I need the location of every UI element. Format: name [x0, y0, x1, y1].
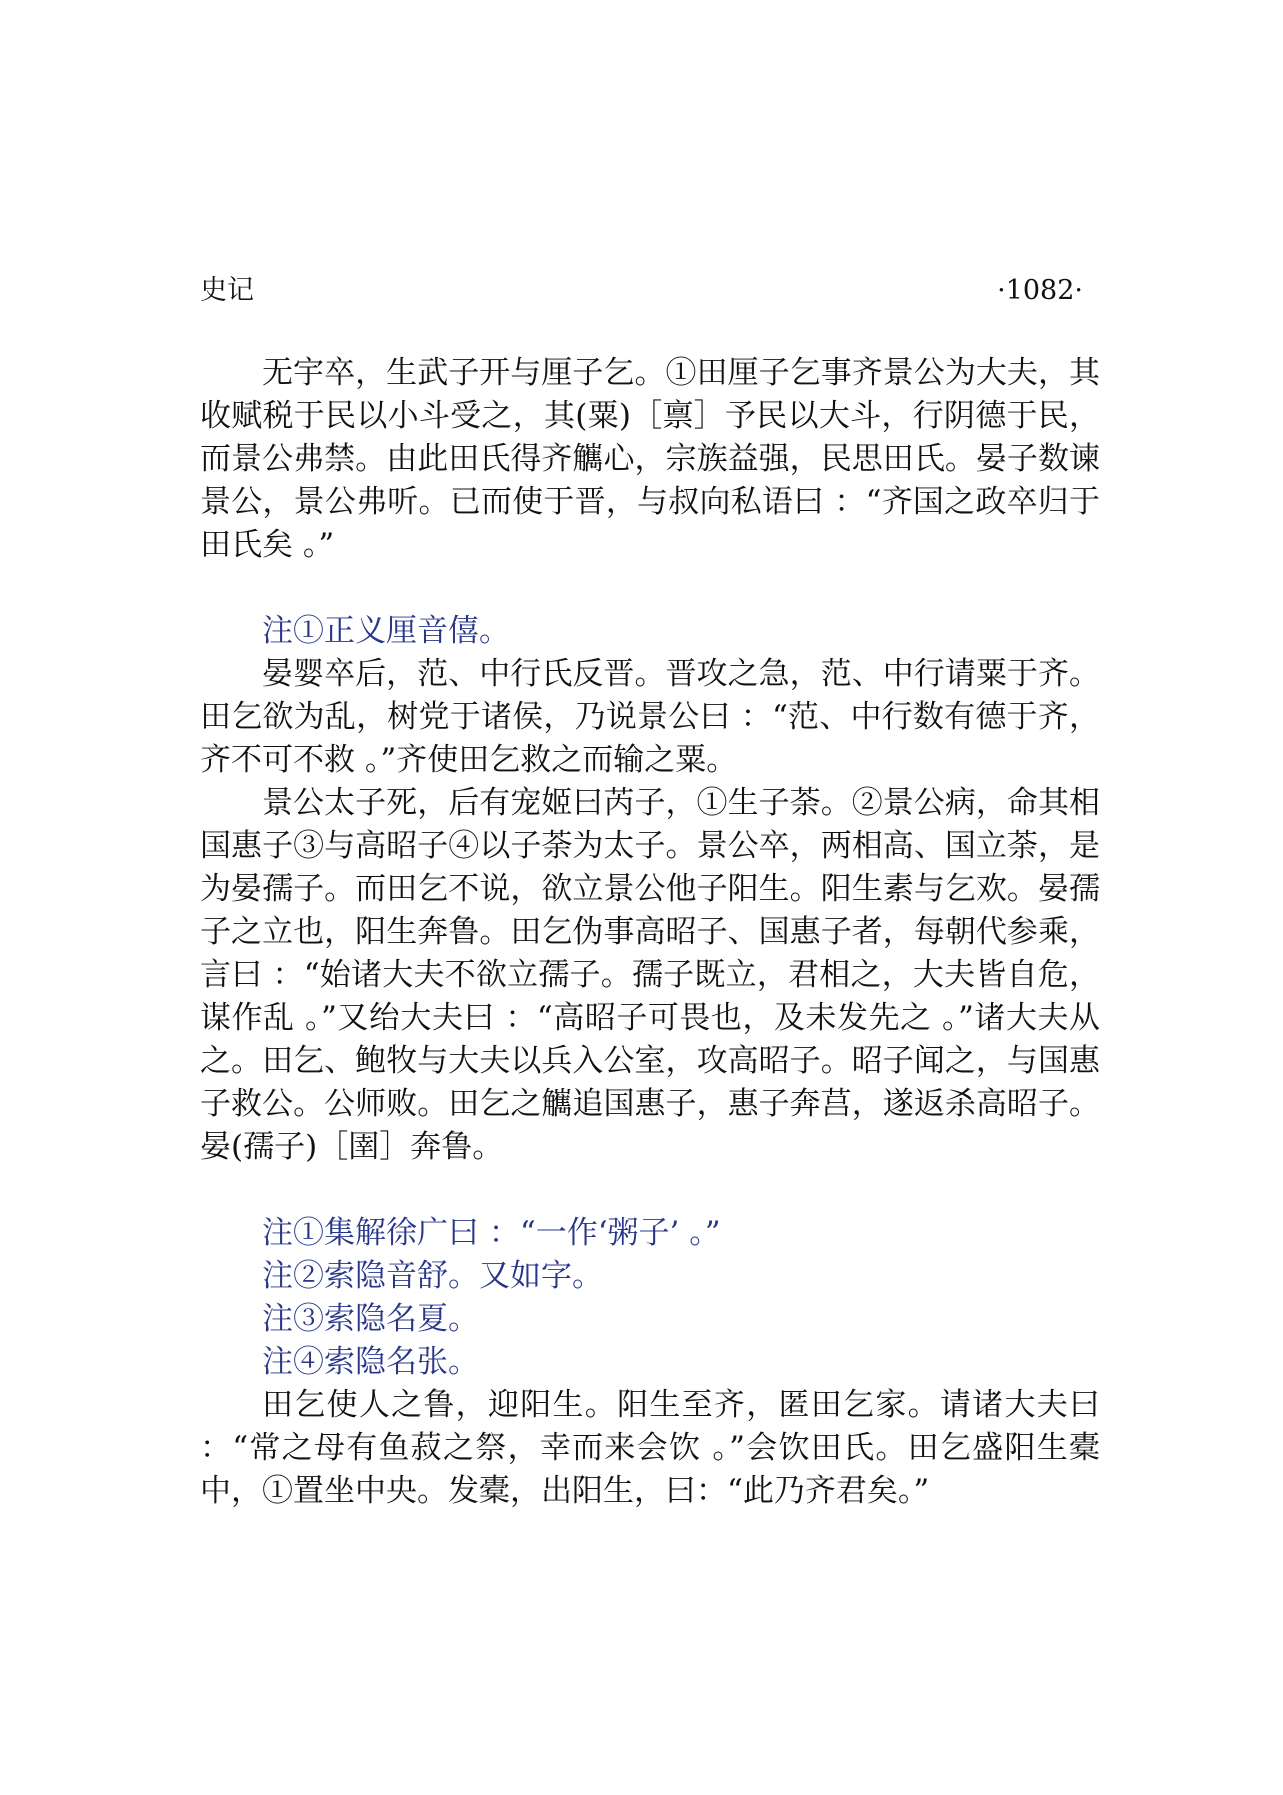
note-line: 注①集解徐广曰 ：“一作‘粥子’ 。”	[262, 1215, 721, 1251]
section-3	[200, 1384, 1100, 1513]
note-line: 注④索隐名张。	[262, 1344, 479, 1380]
note-line: 注②索隐音舒。又如字。	[262, 1258, 603, 1294]
page-number: ·1082·	[997, 275, 1083, 306]
section-1	[200, 352, 1100, 653]
page-body	[200, 352, 1100, 1513]
note-line: 注③索隐名夏。	[262, 1301, 479, 1337]
notes-block	[200, 610, 1100, 653]
paragraph: 田乞使人之鲁，迎阳生。阳生至齐，匿田乞家。请诸大夫曰 ：“常之母有鱼菽之祭，幸而来会饮 。”会饮田氏。田乞盛阳生橐中，①置坐中央。发橐，出阳生，曰：“此乃齐君矣。”	[200, 1387, 1100, 1509]
note-line: 注①正义厘音僖。	[262, 613, 510, 649]
page-header	[200, 268, 1083, 308]
paragraph: 景公太子死，后有宠姬曰芮子，①生子荼。②景公病，命其相国惠子③与高昭子④以子荼为太子。景公卒，两相高、国立荼，是为晏孺子。而田乞不说，欲立景公他子阳生。阳生素与乞欢。晏孺子之立也，阳生奔鲁。田乞伪事高昭子、国惠子者，每朝代参乘，言曰 ：“始诸大夫不欲立孺子。孺子既立，君相之，大夫皆自危，谋作乱 。”又绐大夫曰 ：“高昭子可畏也，及未发先之 。”诸大夫从之。田乞、鲍牧与大夫以兵入公室，攻高昭子。昭子闻之，与国惠子救公。公师败。田乞之觽追国惠子，惠子奔莒，遂返杀高昭子。晏(孺子)［圉］奔鲁。	[200, 785, 1100, 1165]
notes-block	[200, 1212, 1100, 1384]
paragraph: 无宇卒，生武子开与厘子乞。①田厘子乞事齐景公为大夫，其收赋税于民以小斗受之，其(粟)［禀］予民以大斗，行阴德于民，而景公弗禁。由此田氏得齐觽心，宗族益强，民思田氏。晏子数谏景公，景公弗听。已而使于晋，与叔向私语曰 ：“齐国之政卒归于田氏矣 。”	[200, 355, 1100, 563]
section-2	[200, 653, 1100, 1384]
paragraph: 晏婴卒后，范、中行氏反晋。晋攻之急，范、中行请粟于齐。田乞欲为乱，树党于诸侯，乃说景公曰 ：“范、中行数有德于齐，齐不可不救 。”齐使田乞救之而输之粟。	[200, 656, 1100, 778]
book-title: 史记	[200, 275, 254, 306]
